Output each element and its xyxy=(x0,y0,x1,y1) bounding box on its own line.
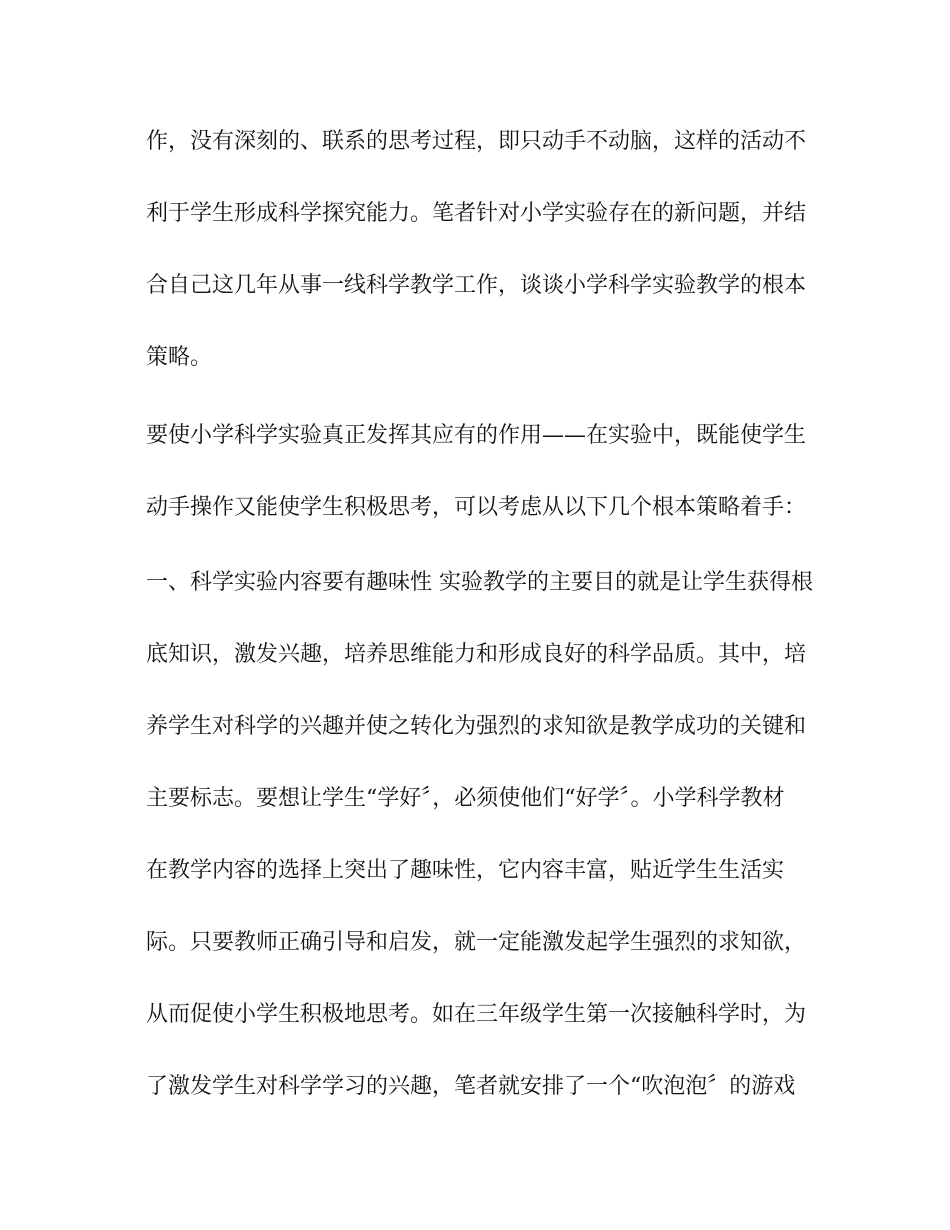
text-line-13: 从而促使小学生积极地思考。如在三年级学生第一次接触科学时，为 xyxy=(146,1002,807,1027)
text-line-5: 要使小学科学实验真正发挥其应有的作用——在实验中，既能使学生 xyxy=(146,423,807,448)
text-line-6: 动手操作又能使学生积极思考，可以考虑从以下几个根本策略着手： xyxy=(146,495,807,520)
text-line-8: 底知识，激发兴趣，培养思维能力和形成良好的科学品质。其中，培 xyxy=(146,642,807,667)
text-line-14: 了激发学生对科学学习的兴趣，笔者就安排了一个“吹泡泡〞的游戏 xyxy=(146,1074,796,1099)
text-line-2: 利于学生形成科学探究能力。笔者针对小学实验存在的新问题，并结 xyxy=(146,201,807,226)
text-line-10: 主要标志。要想让学生“学好〞，必须使他们“好学〞。小学科学教材 xyxy=(146,786,785,811)
text-line-3: 合自己这几年从事一线科学教学工作，谈谈小学科学实验教学的根本 xyxy=(146,273,807,298)
text-line-7: 一、科学实验内容要有趣味性 实验教学的主要目的就是让学生获得根 xyxy=(146,570,813,595)
text-line-11: 在教学内容的选择上突出了趣味性，它内容丰富，贴近学生生活实 xyxy=(146,858,785,883)
text-line-9: 养学生对科学的兴趣并使之转化为强烈的求知欲是教学成功的关键和 xyxy=(146,714,807,739)
text-line-1: 作，没有深刻的、联系的思考过程，即只动手不动脑，这样的活动不 xyxy=(146,129,807,154)
text-line-12: 际。只要教师正确引导和启发，就一定能激发起学生强烈的求知欲， xyxy=(146,930,807,955)
text-line-4: 策略。 xyxy=(146,345,213,370)
